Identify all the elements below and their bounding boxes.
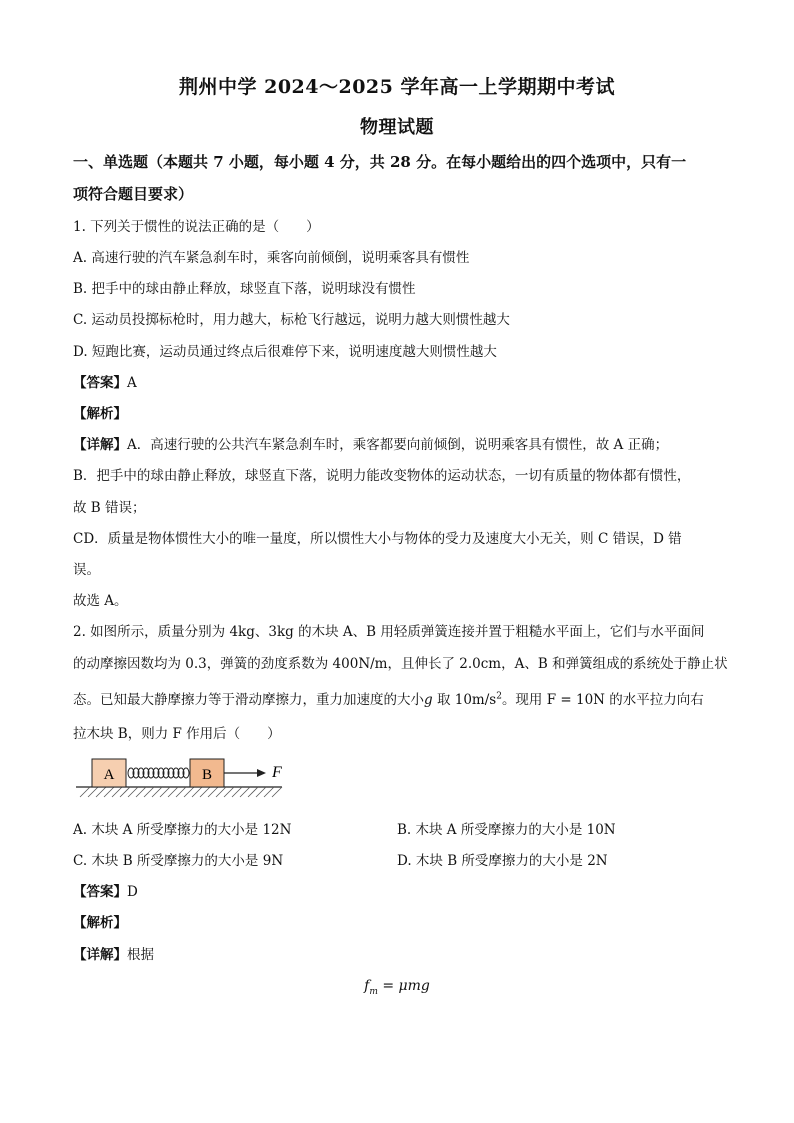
q1-detail-line4: CD．质量是物体惯性大小的唯一量度，所以惯性大小与物体的受力及速度大小无关，则 C 错误，D 错	[73, 531, 682, 547]
spring-blocks-diagram	[76, 755, 296, 801]
detail-text: 根据	[127, 947, 154, 963]
exam-subtitle: 物理试题	[360, 117, 434, 138]
friction-formula	[0, 978, 794, 997]
q1-option-a: A. 高速行驶的汽车紧急刹车时，乘客向前倾倒，说明乘客具有惯性	[73, 250, 470, 266]
q1-option-d: D. 短跑比赛，运动员通过终点后很难停下来，说明速度越大则惯性越大	[73, 344, 497, 360]
q2-option-b: B. 木块 A 所受摩擦力的大小是 10N	[397, 822, 616, 838]
q2-option-c: C. 木块 B 所受摩擦力的大小是 9N	[73, 853, 284, 869]
q2-stem-line2: 的动摩擦因数均为 0.3，弹簧的劲度系数为 400N/m，且伸长了 2.0cm，A、B 和弹簧组成的系统处于静止状	[73, 656, 728, 672]
q2-stem-line4: 拉木块 B，则力 F 作用后（ ）	[73, 726, 281, 742]
ground-surface	[76, 787, 282, 797]
section-heading-line1: 一、单选题（本题共 7 小题，每小题 4 分，共 28 分。在每小题给出的四个选项中，只有一	[73, 153, 687, 171]
q2-detail-line1	[73, 943, 154, 963]
gravity-value: 取 10m/s	[432, 692, 497, 708]
detail-text: A．高速行驶的公共汽车紧急刹车时，乘客都要向前倾倒，说明乘客具有惯性，故 A 正确；	[127, 437, 669, 453]
q1-detail-line1	[73, 433, 668, 453]
answer-value: A	[127, 375, 137, 391]
q1-option-b: B. 把手中的球由静止释放，球竖直下落，说明球没有惯性	[73, 281, 416, 297]
formula-sub: m	[369, 986, 378, 997]
unit-exponent: 2	[496, 691, 502, 702]
block-b	[190, 759, 224, 787]
formula-rhs: = μmg	[377, 978, 430, 994]
spring	[128, 768, 189, 778]
force-arrow	[224, 764, 282, 781]
q1-option-c: C. 运动员投掷标枪时，用力越大，标枪飞行越远，说明力越大则惯性越大	[73, 312, 510, 328]
q1-detail-line3: 故 B 错误；	[73, 500, 146, 516]
exam-title: 荆州中学 2024～2025 学年高一上学期期中考试	[179, 76, 615, 98]
q1-detail-line6: 故选 A。	[73, 593, 128, 609]
block-a	[92, 759, 126, 787]
q1-detail-line5: 误。	[73, 562, 100, 578]
answer-label: 【答案】	[73, 884, 127, 900]
force-label: F	[272, 764, 282, 781]
block-b-label: B	[201, 767, 213, 783]
q2-answer	[73, 880, 138, 900]
gravity-symbol: g	[424, 692, 433, 708]
q2-stem-line1: 2. 如图所示，质量分别为 4kg、3kg 的木块 A、B 用轻质弹簧连接并置于粗糙水平面上，它们与水平面间	[73, 624, 705, 640]
detail-label: 【详解】	[73, 437, 127, 453]
q2-option-d: D. 木块 B 所受摩擦力的大小是 2N	[397, 853, 608, 869]
q1-detail-line2: B．把手中的球由静止释放，球竖直下落，说明力能改变物体的运动状态，一切有质量的物体都有惯性，	[73, 468, 691, 484]
section-heading-line2: 项符合题目要求）	[73, 185, 194, 203]
stem-text: 态。已知最大静摩擦力等于滑动摩擦力，重力加速度的大小	[73, 692, 424, 708]
q2-option-a: A. 木块 A 所受摩擦力的大小是 12N	[73, 822, 292, 838]
formula-f: f	[364, 978, 370, 994]
answer-value: D	[127, 884, 138, 900]
q2-stem-line3	[73, 688, 704, 708]
answer-label: 【答案】	[73, 375, 127, 391]
detail-label: 【详解】	[73, 947, 127, 963]
q2-analysis-label: 【解析】	[73, 915, 127, 931]
q1-answer	[73, 371, 137, 391]
q1-analysis-label: 【解析】	[73, 406, 127, 422]
stem-tail: 。现用 F = 10N 的水平拉力向右	[501, 692, 704, 708]
block-a-label: A	[103, 767, 115, 783]
q1-stem: 1. 下列关于惯性的说法正确的是（ ）	[73, 219, 320, 235]
